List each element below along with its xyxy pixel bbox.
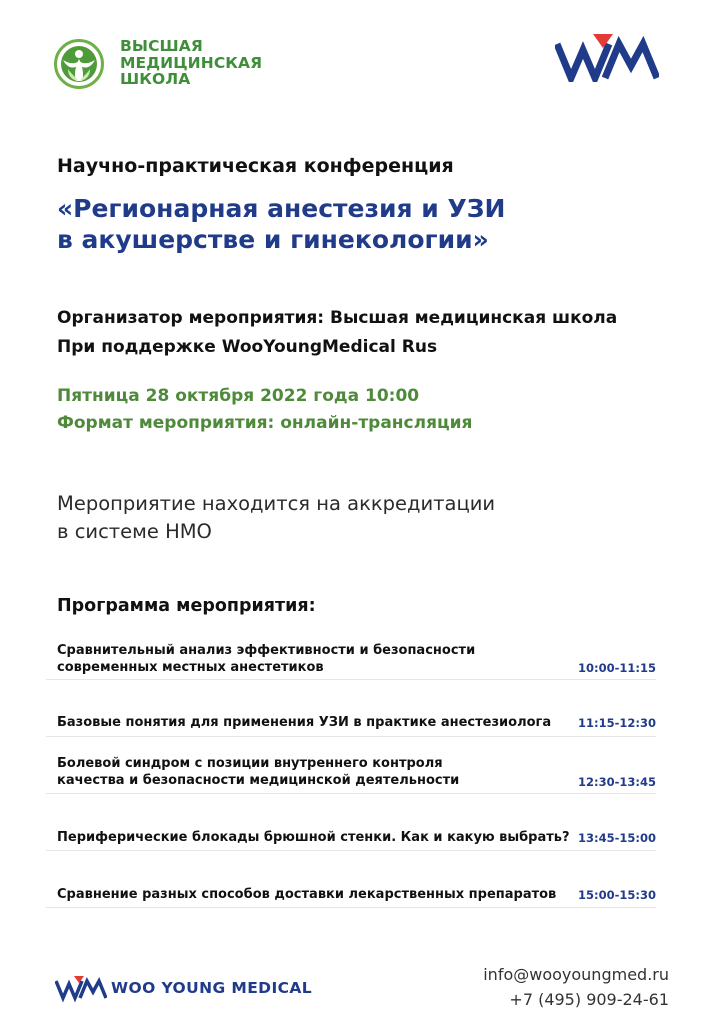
support-text: При поддержке WooYoungMedical Rus: [57, 337, 438, 357]
program-item-title: [57, 642, 475, 676]
program-item-title: [57, 886, 556, 903]
conference-title-line: в акушерстве и гинекологии»: [57, 225, 489, 254]
program-item-line: Болевой синдром с позиции внутреннего контроля: [57, 756, 443, 771]
program-item-title: [57, 829, 570, 846]
program-item: [46, 642, 656, 680]
divider: [46, 907, 656, 908]
contact-email[interactable]: info@wooyoungmed.ru: [483, 965, 669, 984]
program-item-time: 13:45-15:00: [578, 831, 656, 845]
organizer-text: Организатор мероприятия: Высшая медицинская школа: [57, 308, 618, 328]
divider: [46, 736, 656, 737]
wym-logo-icon: [555, 34, 659, 82]
program-item-title: [57, 714, 551, 731]
program-item-line: Базовые понятия для применения УЗИ в практике анестезиолога: [57, 715, 552, 730]
program-item-line: Сравнение разных способов доставки лекарственных препаратов: [57, 887, 557, 902]
organizer-block: [57, 304, 617, 362]
program-item-time: 15:00-15:30: [578, 888, 656, 902]
program-item-time: 12:30-13:45: [578, 775, 656, 789]
program-heading: Программа мероприятия:: [57, 596, 316, 616]
program-item-line: качества и безопасности медицинской деятельности: [57, 773, 460, 788]
divider: [46, 850, 656, 851]
conference-type: Научно-практическая конференция: [57, 155, 454, 177]
divider: [46, 793, 656, 794]
date-format-block: [57, 383, 472, 437]
event-format: Формат мероприятия: онлайн-трансляция: [57, 413, 473, 433]
school-logo-line: МЕДИЦИНСКАЯ: [120, 53, 263, 72]
contact-phone[interactable]: +7 (495) 909-24-61: [509, 990, 669, 1009]
program-item: [46, 755, 656, 795]
program-item: [46, 886, 656, 910]
wym-logo-icon: [55, 971, 107, 1005]
accreditation-note: [57, 490, 495, 546]
conference-title: [57, 193, 505, 255]
program-item-line: Сравнительный анализ эффективности и безопасности: [57, 643, 476, 658]
program-item-line: Периферические блокады брюшной стенки. Как и какую выбрать?: [57, 830, 570, 845]
school-logo: [54, 38, 294, 90]
program-item: [46, 829, 656, 853]
conference-title-line: «Регионарная анестезия и УЗИ: [57, 194, 506, 223]
footer-brand-name: WOO YOUNG MEDICAL: [111, 979, 313, 997]
school-logo-line: ВЫСШАЯ: [120, 37, 203, 55]
footer-brand: [55, 968, 325, 1008]
divider: [46, 679, 656, 680]
contacts: [483, 962, 669, 1012]
person-leaf-circle-icon: [54, 39, 104, 89]
school-logo-line: ШКОЛА: [120, 70, 191, 88]
program-item-line: современных местных анестетиков: [57, 660, 324, 675]
program-item-time: 10:00-11:15: [578, 661, 656, 675]
event-date: Пятница 28 октября 2022 года 10:00: [57, 386, 420, 406]
accreditation-line: Мероприятие находится на аккредитации: [57, 492, 496, 515]
program-item-title: [57, 755, 459, 789]
school-logo-text: [120, 38, 262, 88]
program-item: [46, 714, 656, 738]
program-item-time: 11:15-12:30: [578, 716, 656, 730]
accreditation-line: в системе НМО: [57, 520, 212, 543]
